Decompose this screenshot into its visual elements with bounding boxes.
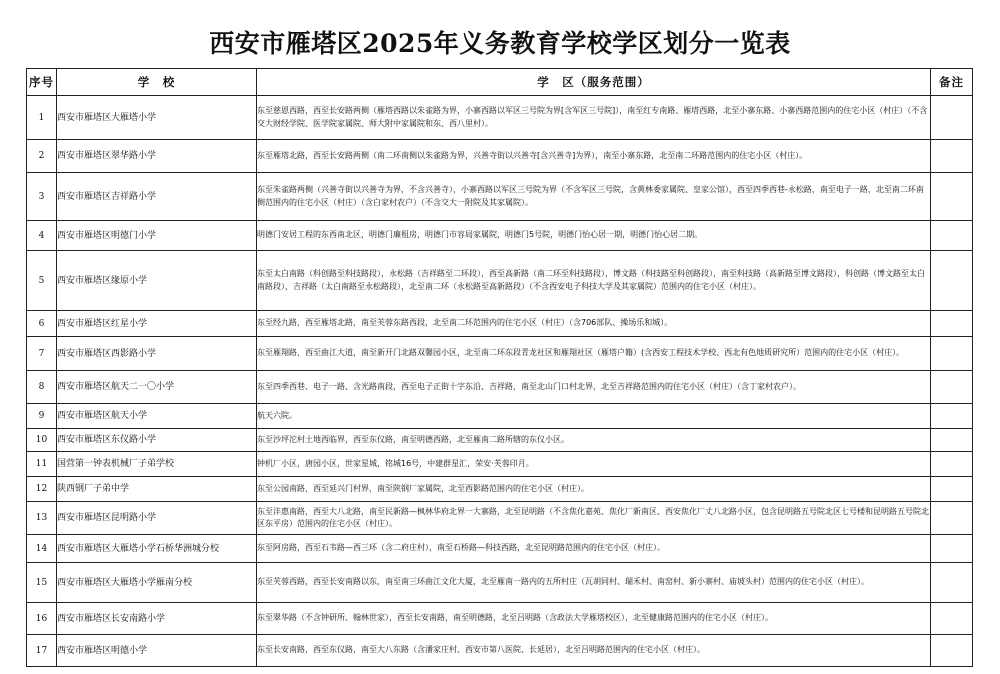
- district-scope: 东至雁塔北路，西至长安路两侧（南二环南侧以朱雀路为界，兴善寺街以兴善寺[含兴善寺]为界），南至小寨东路，北至南二环路范围内的住宅小区（村庄）。: [257, 140, 931, 173]
- district-scope: 东至公园南路，西至延兴门村界，南至陕钢厂家属院，北至西影路范围内的住宅小区（村庄）。: [257, 477, 931, 502]
- row-note: [931, 535, 973, 563]
- row-note: [931, 429, 973, 452]
- row-note: [931, 96, 973, 140]
- district-scope: 钟机厂小区，唐园小区，世家星城，铭城16号，中建群星汇，荣安·芙蓉印月。: [257, 452, 931, 477]
- school-name: 西安市雁塔区长安南路小学: [57, 603, 257, 635]
- row-number: 6: [27, 311, 57, 337]
- table-header-row: [27, 69, 973, 96]
- table-row: [27, 635, 973, 667]
- district-scope: 东至四季西巷、电子一路、含光路南段，西至电子正街十字东沿、吉祥路，南至北山门口村北界，北至吉祥路范围内的住宅小区（村庄）（含丁家村农户）。: [257, 371, 931, 404]
- row-note: [931, 635, 973, 667]
- row-note: [931, 337, 973, 371]
- row-note: [931, 311, 973, 337]
- row-number: 5: [27, 251, 57, 311]
- table-row: [27, 404, 973, 429]
- district-scope: 东至沣惠南路，西至大八北路，南至民新路—枫林华府北界一大寨路，北至昆明路（不含焦化嘉苑、焦化厂新南区、西安焦化厂丈八北路小区，包含昆明路五号院北区七号楼和昆明路五号院北区东平房）范围内的住宅小区（村庄）。: [257, 502, 931, 535]
- school-name: 西安市雁塔区航天小学: [57, 404, 257, 429]
- school-district-table: [26, 68, 973, 667]
- header-no: 序号: [27, 69, 57, 96]
- row-number: 14: [27, 535, 57, 563]
- row-note: [931, 251, 973, 311]
- row-number: 11: [27, 452, 57, 477]
- school-name: 西安市雁塔区红星小学: [57, 311, 257, 337]
- row-number: 7: [27, 337, 57, 371]
- school-name: 西安市雁塔区西影路小学: [57, 337, 257, 371]
- table-row: [27, 502, 973, 535]
- row-note: [931, 404, 973, 429]
- district-scope: 东至长安南路，西至东仪路，南至大八东路（含潘家庄村、西安市第八医院、长延居），北至吕明路范围内的住宅小区（村庄）。: [257, 635, 931, 667]
- row-note: [931, 221, 973, 251]
- district-scope: 东至朱雀路两侧（兴善寺街以兴善寺为界，不含兴善寺），小寨西路以军区三号院为界（不含军区三号院，含黄林委家属院、皇家公馆），西至四季西巷-永松路，南至电子一路，北至南二环南侧范围内的住宅小区（村庄）（含白家村农户）（不含交大一附院及其家属院）。: [257, 173, 931, 221]
- district-scope: 东至慈恩西路，西至长安路两侧（雁塔西路以朱雀路为界，小寨西路以军区三号院为界[含军区三号院]），南至红专南路、雁塔西路，北至小寨东路、小寨西路范围内的住宅小区（村庄）（不含交大财经学院、医学院家属院、师大附中家属院和东、西八里村）。: [257, 96, 931, 140]
- table-row: [27, 221, 973, 251]
- header-area: 学 区（服务范围）: [257, 69, 931, 96]
- school-name: 国营第一钟表机械厂子弟学校: [57, 452, 257, 477]
- district-scope: 东至阿房路，西至石韦路—西三环（含二府庄村），南至石桥路—科技西路，北至昆明路范围内的住宅小区（村庄）。: [257, 535, 931, 563]
- district-scope: 东至经九路，西至雁塔北路，南至芙蓉东路西段，北至南二环范围内的住宅小区（村庄）（含706部队、操场乐和城）。: [257, 311, 931, 337]
- table-row: [27, 337, 973, 371]
- school-name: 西安市雁塔区吉祥路小学: [57, 173, 257, 221]
- school-name: 西安市雁塔区明德小学: [57, 635, 257, 667]
- header-note: 备注: [931, 69, 973, 96]
- school-name: 西安市雁塔区大雁塔小学: [57, 96, 257, 140]
- table-row: [27, 96, 973, 140]
- row-note: [931, 603, 973, 635]
- table-row: [27, 429, 973, 452]
- table-row: [27, 311, 973, 337]
- row-number: 4: [27, 221, 57, 251]
- table-row: [27, 603, 973, 635]
- table-row: [27, 251, 973, 311]
- school-name: 西安市雁塔区东仪路小学: [57, 429, 257, 452]
- school-name: 西安市雁塔区航天二一〇小学: [57, 371, 257, 404]
- row-number: 17: [27, 635, 57, 667]
- table-row: [27, 477, 973, 502]
- table-row: [27, 173, 973, 221]
- row-note: [931, 140, 973, 173]
- district-scope: 东至雁翔路，西至曲江大道，南至新开门北路双馨园小区，北至南二环东段青龙社区和雁翔社区（雁塔户籍）(含西安工程技术学校、西北有色地质研究所）范围内的住宅小区（村庄）。: [257, 337, 931, 371]
- row-number: 16: [27, 603, 57, 635]
- row-number: 3: [27, 173, 57, 221]
- row-note: [931, 371, 973, 404]
- row-number: 8: [27, 371, 57, 404]
- school-name: 陕西钢厂子弟中学: [57, 477, 257, 502]
- district-scope: 东至沙坪沱村土地西临界，西至东仪路，南至明德西路，北至雁南二路所辖的东仪小区。: [257, 429, 931, 452]
- table-row: [27, 452, 973, 477]
- school-name: 西安市雁塔区缘原小学: [57, 251, 257, 311]
- page-title: 西安市雁塔区2025年义务教育学校学区划分一览表: [209, 29, 791, 58]
- row-number: 15: [27, 563, 57, 603]
- school-name: 西安市雁塔区昆明路小学: [57, 502, 257, 535]
- row-note: [931, 477, 973, 502]
- district-scope: 东至翠华路（不含钟研所、翰林世家），西至长安南路，南至明德路，北至吕明路（含政法大学雁塔校区），北至健康路范围内的住宅小区（村庄）。: [257, 603, 931, 635]
- row-note: [931, 563, 973, 603]
- row-number: 13: [27, 502, 57, 535]
- header-school: 学 校: [57, 69, 257, 96]
- row-number: 12: [27, 477, 57, 502]
- row-number: 10: [27, 429, 57, 452]
- row-note: [931, 502, 973, 535]
- school-name: 西安市雁塔区大雁塔小学石桥华洲城分校: [57, 535, 257, 563]
- district-scope: 东至太白南路（科创路至科技路段），永松路（吉祥路至二环段），西至高新路（南二环至科技路段），博文路（科技路至科创路段），南至科技路（高新路至博文路段），科创路（博文路至太白南路段），吉祥路（太白南路至永松路段），北至南二环（永松路至高新路段）（不含西安电子科技大学及其家属院）范围内的住宅小区（村庄）。: [257, 251, 931, 311]
- table-row: [27, 140, 973, 173]
- district-scope: 明德门安居工程的东西南北区，明德门廉租房，明德门市容局家属院，明德门5号院，明德门怡心居一期，明德门怡心居二期。: [257, 221, 931, 251]
- district-scope: 航天六院。: [257, 404, 931, 429]
- table-row: [27, 371, 973, 404]
- table-row: [27, 535, 973, 563]
- district-scope: 东至芙蓉西路，西至长安南路以东，南至南三环曲江文化大厦，北至雁南一路内的五所村庄（瓦胡同村、瑞禾村、南窑村、新小寨村、庙坡头村）范围内的住宅小区（村庄）。: [257, 563, 931, 603]
- row-note: [931, 452, 973, 477]
- row-note: [931, 173, 973, 221]
- table-row: [27, 563, 973, 603]
- school-name: 西安市雁塔区明德门小学: [57, 221, 257, 251]
- row-number: 9: [27, 404, 57, 429]
- school-name: 西安市雁塔区翠华路小学: [57, 140, 257, 173]
- school-name: 西安市雁塔区大雁塔小学雁南分校: [57, 563, 257, 603]
- row-number: 1: [27, 96, 57, 140]
- row-number: 2: [27, 140, 57, 173]
- table-body: [27, 96, 973, 667]
